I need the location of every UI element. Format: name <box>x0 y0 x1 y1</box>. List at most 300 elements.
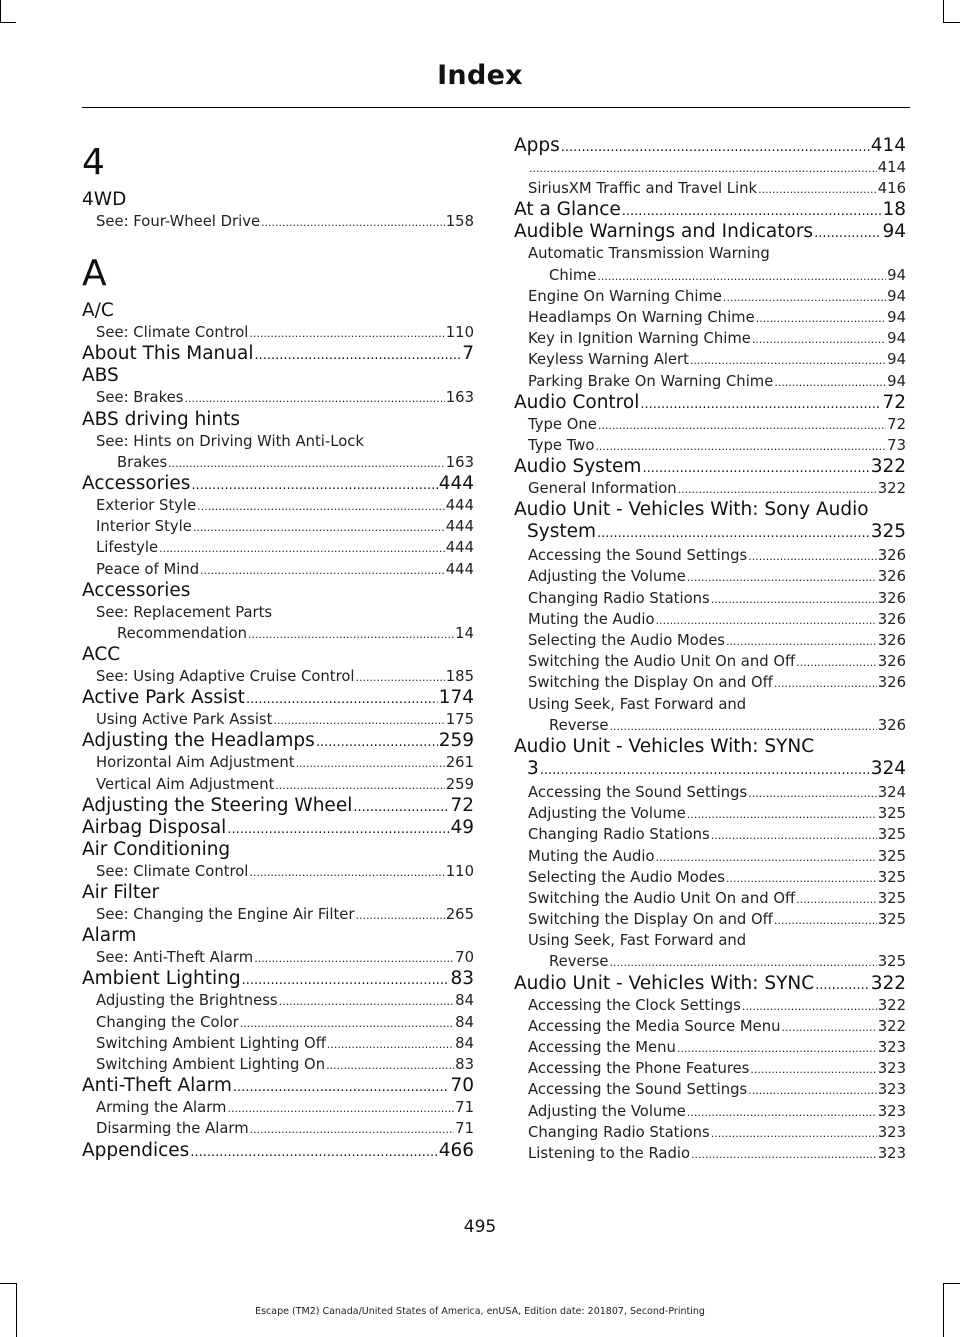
index-entry-heading <box>514 973 906 995</box>
dot-leader <box>815 973 870 995</box>
subentry-page: 324 <box>877 783 906 801</box>
dot-leader <box>711 1122 877 1143</box>
dot-leader <box>316 730 438 752</box>
subentry-page: 323 <box>877 1060 906 1078</box>
subentry-page: 94 <box>887 266 906 284</box>
dot-leader <box>814 221 881 243</box>
page-number: 495 <box>463 1217 497 1237</box>
index-subentry <box>82 1033 474 1054</box>
subentry-page: 326 <box>877 653 906 671</box>
subentry-page: 185 <box>445 668 474 686</box>
index-subentry <box>514 1122 906 1143</box>
subentry-text: Disarming the Alarm <box>96 1120 249 1138</box>
subentry-cont: Reverse <box>549 716 609 734</box>
dot-leader <box>197 495 445 516</box>
index-entry-heading <box>82 343 474 365</box>
subentry-text: Vertical Aim Adjustment <box>96 775 275 793</box>
subentry-text: Accessing the Phone Features <box>528 1060 750 1078</box>
subentry-page: 70 <box>455 949 474 967</box>
entry-page: 70 <box>450 1075 474 1097</box>
dot-leader <box>609 715 876 736</box>
index-subentry: Using Seek, Fast Forward and <box>528 932 747 950</box>
index-subentry <box>514 1101 906 1122</box>
dot-leader <box>711 824 877 845</box>
subentry-text: Exterior Style <box>96 496 197 514</box>
dot-leader <box>726 630 877 651</box>
index-subentry-continuation <box>82 623 474 644</box>
index-entry-heading <box>514 392 906 414</box>
entry-title: Audio System <box>514 456 642 478</box>
index-entry-heading <box>514 135 906 157</box>
subentry-text: Switching the Display On and Off <box>528 674 773 692</box>
subentry-text: SiriusXM Traffic and Travel Link <box>528 180 758 198</box>
index-subentry <box>514 545 906 566</box>
subentry-page: 110 <box>445 324 474 342</box>
subentry-text: Arming the Alarm <box>96 1099 227 1117</box>
dot-leader <box>227 1097 454 1118</box>
index-subentry <box>514 588 906 609</box>
subentry-text: See: Anti-Theft Alarm <box>96 949 254 967</box>
index-subentry <box>514 1058 906 1079</box>
dot-leader <box>597 265 886 286</box>
index-entry-heading: ACC <box>82 644 121 666</box>
index-subentry <box>82 774 474 795</box>
index-subentry <box>82 666 474 687</box>
entry-page: 72 <box>450 794 474 816</box>
crop-mark <box>0 0 1 22</box>
subentry-text: Key in Ignition Warning Chime <box>528 330 751 348</box>
entry-title: At a Glance <box>514 199 621 221</box>
subentry-page: 325 <box>877 868 906 886</box>
subentry-cont: Recommendation <box>117 624 248 642</box>
index-entry-heading <box>514 221 906 243</box>
dot-leader <box>242 968 450 990</box>
dot-leader <box>748 545 877 566</box>
subentry-text: Switching Ambient Lighting Off <box>96 1034 326 1052</box>
dot-leader <box>774 909 877 930</box>
index-entry-heading <box>82 1140 474 1162</box>
index-subentry <box>82 322 474 343</box>
index-subentry <box>514 157 906 178</box>
subentry-cont: Reverse <box>549 953 609 971</box>
subentry-page: 84 <box>455 1013 474 1031</box>
index-entry-heading <box>514 499 906 545</box>
index-entry-heading: ABS driving hints <box>82 408 241 430</box>
subentry-page: 444 <box>445 539 474 557</box>
index-subentry <box>514 307 906 328</box>
index-subentry <box>514 672 906 693</box>
subentry-text: Switching the Display On and Off <box>528 911 773 929</box>
subentry-page: 84 <box>455 992 474 1010</box>
subentry-text: Changing Radio Stations <box>528 589 710 607</box>
subentry-text: Interior Style <box>96 518 192 536</box>
entry-title-continuation <box>514 521 906 545</box>
subentry-text: Listening to the Radio <box>528 1144 691 1162</box>
dot-leader <box>752 328 886 349</box>
entry-title: Audible Warnings and Indicators <box>514 221 814 243</box>
entry-title: Adjusting the Headlamps <box>82 730 315 752</box>
dot-leader <box>622 199 882 221</box>
entry-title: Anti-Theft Alarm <box>82 1075 232 1097</box>
dot-leader <box>796 651 877 672</box>
index-entry-heading: Air Filter <box>82 882 160 903</box>
index-entry-heading: Alarm <box>82 925 137 947</box>
entry-page: 94 <box>882 221 906 243</box>
index-subentry <box>82 752 474 773</box>
index-subentry <box>82 861 474 882</box>
subentry-text: Type Two <box>528 436 595 454</box>
index-subentry <box>514 414 906 435</box>
subentry-text: Accessing the Sound Settings <box>528 783 748 801</box>
subentry-cont: Chime <box>549 266 597 284</box>
section-letter: A <box>82 253 107 295</box>
subentry-page: 326 <box>877 610 906 628</box>
entry-page: 83 <box>450 968 474 990</box>
index-subentry <box>82 947 474 968</box>
dot-leader <box>774 371 886 392</box>
subentry-text: Accessing the Clock Settings <box>528 996 741 1014</box>
dot-leader <box>711 588 877 609</box>
dot-leader <box>275 774 444 795</box>
subentry-text: Accessing the Menu <box>528 1039 676 1056</box>
index-subentry: Using Seek, Fast Forward and <box>528 695 747 713</box>
subentry-text: See: Climate Control <box>96 862 249 880</box>
dot-leader <box>782 1016 877 1037</box>
entry-title: Audio Unit - Vehicles With: SYNC <box>514 972 815 994</box>
index-subentry <box>514 803 906 824</box>
index-subentry <box>514 651 906 672</box>
entry-title: Audio Control <box>514 391 640 413</box>
dot-leader <box>561 135 870 157</box>
index-subentry <box>514 846 906 867</box>
dot-leader <box>193 516 445 537</box>
subentry-text: See: Brakes <box>96 389 184 407</box>
entry-title: Adjusting the Steering Wheel <box>82 794 353 816</box>
subentry-text: Lifestyle <box>96 539 159 557</box>
dot-leader <box>642 456 869 478</box>
crop-mark <box>0 22 16 23</box>
dot-leader <box>540 758 870 782</box>
index-subentry <box>82 516 474 537</box>
subentry-text: Keyless Warning Alert <box>528 351 689 369</box>
index-entry-heading <box>82 1075 474 1097</box>
entry-page: 322 <box>870 972 906 994</box>
index-entry-heading <box>82 968 474 990</box>
subentry-page: 94 <box>887 330 906 348</box>
index-subentry <box>514 566 906 587</box>
subentry-text: Peace of Mind <box>96 560 200 578</box>
dot-leader <box>296 752 445 773</box>
subentry-text: Switching the Audio Unit On and Off <box>528 653 796 671</box>
dot-leader <box>687 1101 877 1122</box>
subentry-page: 94 <box>887 372 906 390</box>
subentry-page: 325 <box>877 889 906 907</box>
index-entry-heading <box>82 817 474 839</box>
entry-page: 444 <box>438 472 474 494</box>
subentry-page: 414 <box>877 159 906 176</box>
entry-page: 414 <box>870 135 906 156</box>
index-subentry <box>82 211 474 232</box>
crop-mark <box>943 22 960 23</box>
index-entry-heading: ABS <box>82 365 119 387</box>
subentry-page: 322 <box>877 996 906 1014</box>
subentry-page: 84 <box>455 1034 474 1052</box>
entry-page: 49 <box>450 816 474 838</box>
subentry-page: 444 <box>445 496 474 514</box>
section-letter: 4 <box>82 142 105 183</box>
subentry-page: 110 <box>445 862 474 880</box>
entry-page: 466 <box>438 1139 474 1161</box>
dot-leader <box>529 157 877 178</box>
index-subentry <box>82 904 474 925</box>
index-subentry <box>82 1012 474 1033</box>
dot-leader <box>200 559 445 580</box>
subentry-text: Accessing the Media Source Menu <box>528 1017 781 1035</box>
index-subentry <box>514 478 906 499</box>
index-subentry <box>82 387 474 408</box>
entry-page: 72 <box>882 391 906 413</box>
subentry-text: General Information <box>528 480 677 498</box>
subentry-page: 444 <box>445 518 474 536</box>
dot-leader <box>748 782 877 803</box>
dot-leader <box>159 537 445 558</box>
subentry-page: 94 <box>887 351 906 369</box>
entry-page: 325 <box>870 521 906 543</box>
dot-leader <box>353 795 449 817</box>
subentry-cont: Brakes <box>117 453 168 471</box>
subentry-text: See: Four-Wheel Drive <box>96 213 261 230</box>
header-divider <box>82 107 910 108</box>
subentry-page: 322 <box>877 1017 906 1035</box>
dot-leader <box>240 1012 454 1033</box>
subentry-page: 158 <box>445 213 474 230</box>
subentry-page: 72 <box>887 415 906 433</box>
crop-mark <box>0 1283 16 1284</box>
dot-leader <box>597 521 870 545</box>
dot-leader <box>227 817 449 839</box>
dot-leader <box>254 947 454 968</box>
dot-leader <box>273 709 444 730</box>
subentry-page: 444 <box>445 560 474 578</box>
index-subentry <box>82 537 474 558</box>
index-subentry <box>514 609 906 630</box>
index-subentry <box>82 495 474 516</box>
dot-leader <box>598 414 886 435</box>
subentry-text: Parking Brake On Warning Chime <box>528 372 774 390</box>
subentry-text: Headlamps On Warning Chime <box>528 308 755 326</box>
dot-leader <box>691 1143 877 1164</box>
subentry-page: 326 <box>877 589 906 607</box>
dot-leader <box>191 473 437 495</box>
subentry-text: Switching the Audio Unit On and Off <box>528 889 796 907</box>
entry-title: Appendices <box>82 1139 190 1161</box>
subentry-page: 323 <box>877 1102 906 1120</box>
subentry-text: Muting the Audio <box>528 610 655 628</box>
subentry-page: 322 <box>877 480 906 498</box>
subentry-page: 175 <box>445 711 474 729</box>
subentry-page: 325 <box>877 847 906 865</box>
subentry-page: 71 <box>455 1099 474 1117</box>
dot-leader <box>748 1079 877 1100</box>
dot-leader <box>233 1075 450 1097</box>
subentry-page: 326 <box>877 568 906 586</box>
subentry-text: Type One <box>528 415 597 433</box>
subentry-text: Using Active Park Assist <box>96 711 273 729</box>
subentry-page: 163 <box>445 389 474 407</box>
dot-leader <box>326 1054 454 1075</box>
subentry-page: 326 <box>877 632 906 649</box>
dot-leader <box>356 904 445 925</box>
dot-leader <box>756 307 886 328</box>
subentry-text: Accessing the Sound Settings <box>528 1081 748 1099</box>
subentry-text: Adjusting the Volume <box>528 568 686 586</box>
subentry-page: 71 <box>455 1120 474 1138</box>
index-subentry <box>514 286 906 307</box>
subentry-text: Adjusting the Volume <box>528 1102 686 1120</box>
dot-leader <box>723 286 886 307</box>
index-subentry <box>82 1054 474 1075</box>
dot-leader <box>656 846 877 867</box>
subentry-page: 83 <box>455 1055 474 1073</box>
dot-leader <box>190 1140 437 1162</box>
index-subentry: See: Replacement Parts <box>96 603 273 621</box>
index-column-left <box>82 135 474 1162</box>
subentry-page: 323 <box>877 1123 906 1141</box>
index-subentry <box>514 178 906 199</box>
entry-title-cont: System <box>527 521 596 543</box>
dot-leader <box>279 990 455 1011</box>
subentry-page: 261 <box>445 754 474 772</box>
subentry-page: 323 <box>877 1144 906 1162</box>
index-entry-heading <box>82 473 474 495</box>
entry-page: 174 <box>438 687 474 709</box>
entry-title-line: Audio Unit - Vehicles With: Sony Audio <box>514 499 869 521</box>
subentry-text: See: Climate Control <box>96 324 249 342</box>
subentry-page: 416 <box>877 180 906 198</box>
index-subentry-continuation <box>514 951 906 972</box>
entry-title: Ambient Lighting <box>82 968 241 990</box>
dot-leader <box>726 867 877 888</box>
entry-title: Active Park Assist <box>82 687 245 709</box>
subentry-text: Accessing the Sound Settings <box>528 547 748 565</box>
index-entry-heading <box>82 730 474 752</box>
dot-leader <box>687 803 877 824</box>
index-entry-heading <box>514 736 906 782</box>
index-subentry <box>514 782 906 803</box>
dot-leader <box>758 178 877 199</box>
index-entry-heading: Air Conditioning <box>82 838 231 860</box>
subentry-page: 14 <box>455 624 474 642</box>
section-gap <box>82 232 474 246</box>
index-entry-heading <box>82 687 474 709</box>
dot-leader <box>261 211 445 232</box>
edition-footer: Escape (TM2) Canada/United States of America, enUSA, Edition date: 201807, Second-Printing <box>255 1306 705 1317</box>
dot-leader <box>356 666 445 687</box>
subentry-page: 326 <box>877 716 906 734</box>
dot-leader <box>678 478 877 499</box>
entry-page: 259 <box>438 730 474 752</box>
dot-leader <box>640 392 881 414</box>
dot-leader <box>690 349 886 370</box>
entry-page: 7 <box>462 343 474 365</box>
index-subentry <box>514 349 906 370</box>
index-subentry <box>514 435 906 456</box>
dot-leader <box>255 343 462 365</box>
index-subentry <box>514 867 906 888</box>
subentry-text: Adjusting the Volume <box>528 805 686 823</box>
subentry-page: 323 <box>877 1081 906 1099</box>
entry-page: 324 <box>870 757 906 779</box>
dot-leader <box>774 672 877 693</box>
entry-title-cont: 3 <box>527 757 539 779</box>
entry-title: Accessories <box>82 472 191 494</box>
entry-title-continuation <box>514 758 906 782</box>
index-entry-heading: Accessories <box>82 579 191 601</box>
dot-leader <box>249 861 444 882</box>
dot-leader <box>248 623 454 644</box>
crop-mark <box>943 0 944 22</box>
index-entry-heading <box>82 795 474 817</box>
index-entry-heading <box>514 456 906 478</box>
entry-title: About This Manual <box>82 343 254 365</box>
entry-page: 322 <box>870 456 906 478</box>
subentry-text: Selecting the Audio Modes <box>528 868 726 886</box>
dot-leader <box>750 1058 876 1079</box>
index-subentry <box>514 1037 906 1058</box>
dot-leader <box>249 322 444 343</box>
subentry-page: 323 <box>877 1039 906 1056</box>
page-title: Index <box>437 60 523 91</box>
dot-leader <box>246 687 438 709</box>
dot-leader <box>609 951 876 972</box>
index-entry-heading: 4WD <box>82 189 127 210</box>
index-subentry <box>514 909 906 930</box>
dot-leader <box>656 609 877 630</box>
dot-leader <box>250 1118 455 1139</box>
index-subentry <box>514 1079 906 1100</box>
dot-leader <box>742 995 877 1016</box>
index-subentry <box>514 1016 906 1037</box>
subentry-text: Horizontal Aim Adjustment <box>96 754 295 772</box>
subentry-text: Changing Radio Stations <box>528 1123 710 1141</box>
subentry-page: 325 <box>877 826 906 844</box>
crop-mark <box>943 1283 960 1284</box>
entry-title-line: Audio Unit - Vehicles With: SYNC <box>514 735 815 757</box>
entry-page: 18 <box>882 199 906 221</box>
dot-leader <box>796 888 877 909</box>
index-subentry <box>514 328 906 349</box>
subentry-text: Adjusting the Brightness <box>96 992 278 1010</box>
subentry-text: Switching Ambient Lighting On <box>96 1055 326 1073</box>
index-entry-heading: A/C <box>82 300 114 322</box>
subentry-page: 325 <box>877 911 906 929</box>
entry-title: Apps <box>514 135 560 156</box>
index-subentry <box>514 371 906 392</box>
subentry-text: Changing Radio Stations <box>528 826 710 844</box>
index-subentry <box>514 824 906 845</box>
subentry-page: 94 <box>887 308 906 326</box>
dot-leader <box>687 566 877 587</box>
dot-leader <box>327 1033 454 1054</box>
index-subentry-continuation <box>514 715 906 736</box>
subentry-text: Engine On Warning Chime <box>528 287 723 305</box>
index-subentry <box>514 1143 906 1164</box>
index-subentry <box>82 1097 474 1118</box>
index-entry-heading <box>514 199 906 221</box>
subentry-page: 326 <box>877 547 906 565</box>
index-subentry <box>514 995 906 1016</box>
dot-leader <box>168 452 445 473</box>
